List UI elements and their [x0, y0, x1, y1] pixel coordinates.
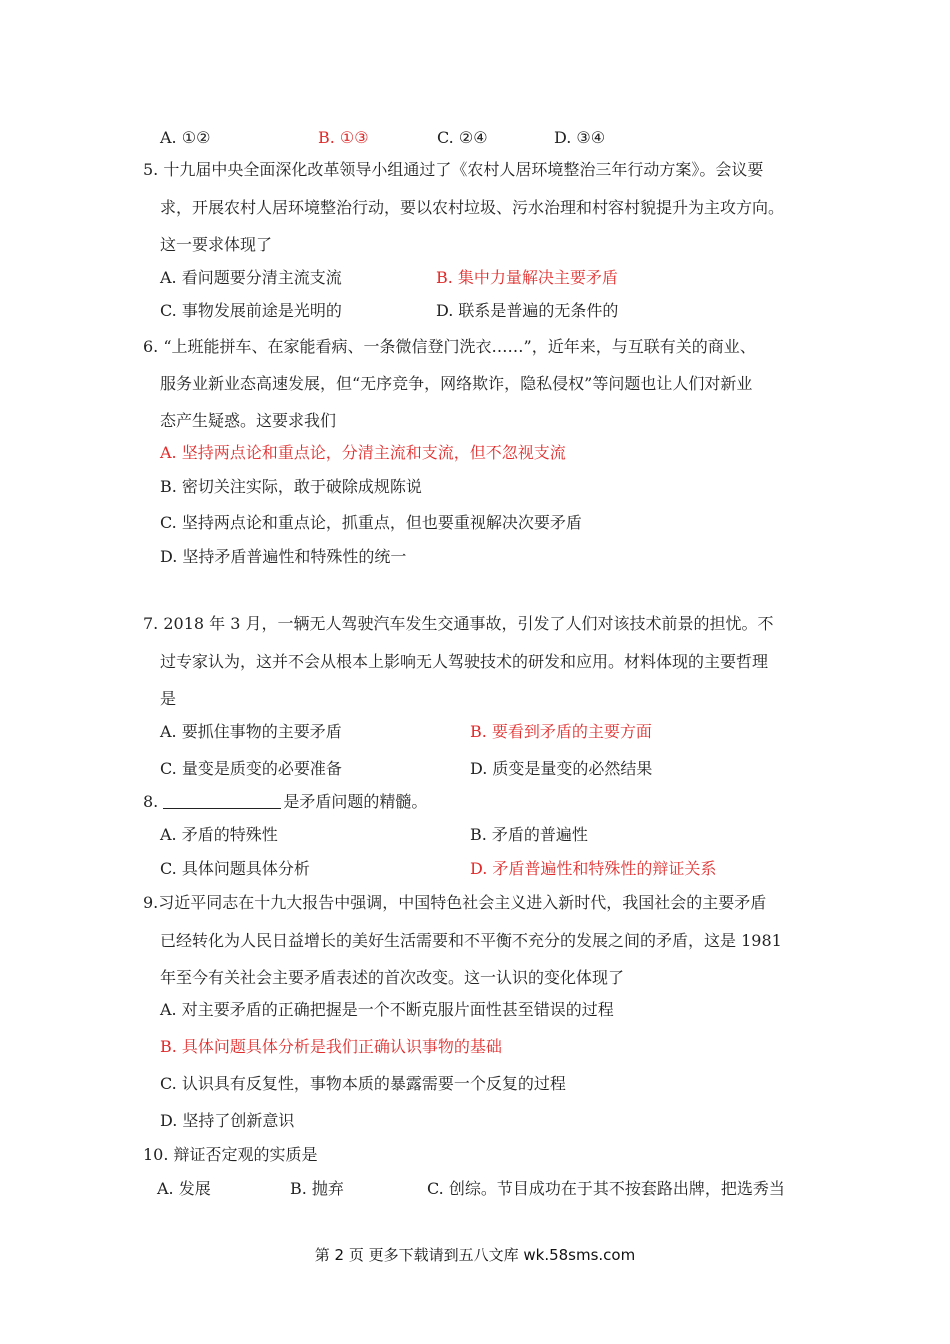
q6-option-c: C. 坚持两点论和重点论，抓重点，但也要重视解决次要矛盾 [160, 513, 582, 532]
q6-stem-line-1: 6. “上班能拼车、在家能看病、一条微信登门洗衣……”，近年来，与互联有关的商业、 [143, 337, 756, 356]
q5-stem-line-1: 5. 十九届中央全面深化改革领导小组通过了《农村人居环境整治三年行动方案》。会议要 [143, 160, 764, 179]
q4-option-d: D. ③④ [554, 128, 606, 147]
q5-stem-line-2: 求，开展农村人居环境整治行动，要以农村垃圾、污水治理和村容村貌提升为主攻方向。 [160, 198, 785, 217]
q6-option-d: D. 坚持矛盾普遍性和特殊性的统一 [160, 547, 407, 566]
q7-stem-line-3: 是 [160, 689, 177, 708]
q8-option-c: C. 具体问题具体分析 [160, 859, 310, 878]
q10-stem: 10. 辩证否定观的实质是 [143, 1145, 318, 1164]
q8-option-b: B. 矛盾的普遍性 [470, 825, 588, 844]
q5-stem-line-3: 这一要求体现了 [160, 235, 273, 254]
q5-option-c: C. 事物发展前途是光明的 [160, 301, 342, 320]
q5-option-a: A. 看问题要分清主流支流 [160, 268, 342, 287]
q9-option-d: D. 坚持了创新意识 [160, 1111, 295, 1130]
q10-option-a: A. 发展 [157, 1179, 211, 1198]
q7-option-b-answer: B. 要看到矛盾的主要方面 [470, 722, 652, 741]
q9-option-c: C. 认识具有反复性，事物本质的暴露需要一个反复的过程 [160, 1074, 566, 1093]
q6-stem-line-3: 态产生疑惑。这要求我们 [160, 411, 337, 430]
q10-option-c: C. 创综。节目成功在于其不按套路出牌，把选秀当 [427, 1179, 785, 1198]
q5-option-d: D. 联系是普遍的无条件的 [436, 301, 619, 320]
q9-stem-line-2: 已经转化为人民日益增长的美好生活需要和不平衡不充分的发展之间的矛盾，这是 1981 [160, 931, 782, 950]
q9-stem-line-1: 9.习近平同志在十九大报告中强调，中国特色社会主义进入新时代，我国社会的主要矛盾 [143, 893, 767, 912]
q4-option-a: A. ①② [160, 128, 211, 147]
q8-stem-text: 是矛盾问题的精髓。 [283, 792, 428, 811]
q9-option-a: A. 对主要矛盾的正确把握是一个不断克服片面性甚至错误的过程 [160, 1000, 614, 1019]
q4-option-c: C. ②④ [437, 128, 488, 147]
q7-option-a: A. 要抓住事物的主要矛盾 [160, 722, 342, 741]
q8-option-d-answer: D. 矛盾普遍性和特殊性的辩证关系 [470, 859, 717, 878]
q8-number: 8. [143, 792, 159, 811]
q6-stem-line-2: 服务业新业态高速发展，但“无序竞争，网络欺诈，隐私侵权”等问题也让人们对新业 [160, 374, 753, 393]
page-footer: 第 2 页 更多下载请到五八文库 wk.58sms.com [314, 1246, 636, 1264]
q6-option-a-answer: A. 坚持两点论和重点论，分清主流和支流，但不忽视支流 [160, 443, 566, 462]
q9-stem-line-3: 年至今有关社会主要矛盾表述的首次改变。这一认识的变化体现了 [160, 968, 625, 987]
q5-option-b-answer: B. 集中力量解决主要矛盾 [436, 268, 618, 287]
q6-option-b: B. 密切关注实际，敢于破除成规陈说 [160, 477, 422, 496]
q7-stem-line-2: 过专家认为，这并不会从根本上影响无人驾驶技术的研发和应用。材料体现的主要哲理 [160, 652, 769, 671]
q8-blank-line [163, 792, 281, 809]
q8-option-a: A. 矛盾的特殊性 [160, 825, 278, 844]
q8-stem [143, 791, 427, 813]
q4-option-b-answer: B. ①③ [318, 128, 369, 147]
q10-option-b: B. 抛弃 [290, 1179, 344, 1198]
q7-option-c: C. 量变是质变的必要准备 [160, 759, 342, 778]
q7-option-d: D. 质变是量变的必然结果 [470, 759, 653, 778]
q7-stem-line-1: 7. 2018 年 3 月，一辆无人驾驶汽车发生交通事故，引发了人们对该技术前景的担忧。不 [143, 614, 774, 633]
q9-option-b-answer: B. 具体问题具体分析是我们正确认识事物的基础 [160, 1037, 502, 1056]
